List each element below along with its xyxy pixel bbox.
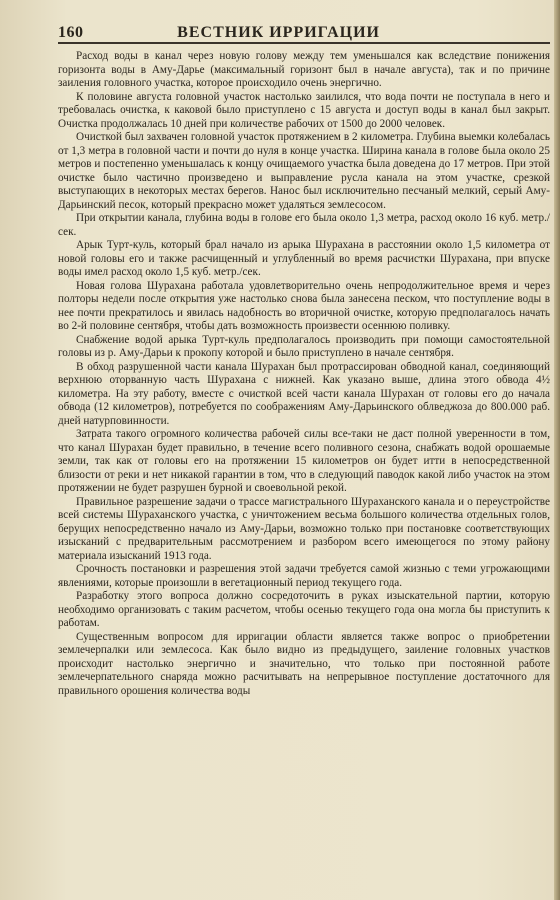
paragraph: Снабжение водой арыка Турт-куль предполагалось производить при помощи самостоятельной головы из р. Аму-Дарьи к прокопу которой и было приступлено в начале сентября. <box>58 333 550 359</box>
paragraph: В обход разрушенной части канала Шурахан был протрассирован обводной канал, соединяющий верхнюю оторванную часть Шурахана с нижней. Как указано выше, длина этого обвода 4½ километра. На эту работу, вместе с очисткой всей части канала Шурахан от головы его до начала обвода (12 километров), потребуется по соображениям Аму-Дарьинского облведжоза до 800.000 раб. дней натурповинности. <box>58 360 550 427</box>
paragraph: Очисткой был захвачен головной участок протяжением в 2 километра. Глубина выемки колебалась от 1,3 метра в головной части и почти до нуля в конце участка. Ширина канала в голове была около 25 метров и постепенно уменьшалась к концу очищаемого участка была доведена до 17 метров. При этой очистке было частично произведено и выправление русла канала на этом участке, срезкой выступающих в некоторых местах берегов. Нанос был исключительно песчаный мелкий, серый Аму-Дарьинский песок, который прекрасно может удаляться землесосом. <box>58 131 550 211</box>
paragraph: Затрата такого огромного количества рабочей силы все-таки не даст полной уверенности в том, что канал Шурахан будет правильно, в течение всего поливного сезона, снабжать водой орошаемые земли, так как от головы его на протяжении 15 километров он будет итти в непосредственной близости от реки и нет никакой гарантии в том, что в следующий паводок какой либо участок на этом протяжении не будет разрушен бурной и своевольной рекой. <box>58 428 550 494</box>
paragraph: Разработку этого вопроса должно сосредоточить в руках изыскательной партии, которую необходимо организовать с таким расчетом, чтобы осенью текущего года она могла бы приступить к работам. <box>58 590 550 629</box>
paragraph: При открытии канала, глубина воды в голове его была около 1,3 метра, расход около 16 куб. метр./сек. <box>58 212 550 238</box>
paragraph: Арык Турт-куль, который брал начало из арыка Шурахана в расстоянии около 1,5 километра от новой головы его и также расчищенный и углубленный во время расчистки Шурахана, при впуске воды имел расход около 1,5 куб. метр./сек. <box>58 239 550 278</box>
article-body <box>58 50 550 698</box>
page-header <box>58 18 550 44</box>
page-number: 160 <box>58 24 84 41</box>
running-title: ВЕСТНИК ИРРИГАЦИИ <box>177 24 380 41</box>
paragraph: Расход воды в канал через новую голову между тем уменьшался как вследствие понижения горизонта воды в Аму-Дарье (максимальный горизонт был в начале августа), так и по причине заиления головного участка, которое происходило очень энергично. <box>58 50 550 89</box>
paragraph: Правильное разрешение задачи о трассе магистрального Шураханского канала и о переустройстве всей системы Шураханского участка, с уничтожением весьма большого количества отдельных голов, берущих непосредственно начало из Аму-Дарьи, возможно только при постановке соответствующих изысканий с предварительным рассмотрением и разбором всего имеющегося по этому району материала изысканий 1913 года. <box>58 495 550 562</box>
paragraph: К половине августа головной участок настолько заилился, что вода почти не поступала в него и требовалась очистка, к каковой было приступлено с 15 августа и доступ воды в канал был закрыт. Очистка продолжалась 10 дней при количестве рабочих от 1500 до 2000 человек. <box>58 90 550 130</box>
paragraph: Новая голова Шурахана работала удовлетворительно очень непродолжительное время и через полторы недели после открытия уже настолько снова была занесена песком, что поступление воды в нее почти прекратилось и явилась надобность во вторичной очистке, которую предполагалось начать во 2-й половине сентября, чтобы дать возможность произвести осеннюю поливку. <box>58 279 550 332</box>
book-spine-edge <box>554 0 560 900</box>
paragraph: Срочность постановки и разрешения этой задачи требуется самой жизнью с теми угрожающими явлениями, которые произошли в вегетационный период текущего года. <box>58 563 550 589</box>
paragraph: Существенным вопросом для ирригации области является также вопрос о приобретении землечерпалки или землесоса. Как было видно из предыдущего, заиление головных участков происходит настолько энергично и значительно, что только при постоянной работе землечерпательного снаряда можно расчитывать на непрерывное поступление достаточного для правильного орошения количества воды <box>58 630 550 697</box>
